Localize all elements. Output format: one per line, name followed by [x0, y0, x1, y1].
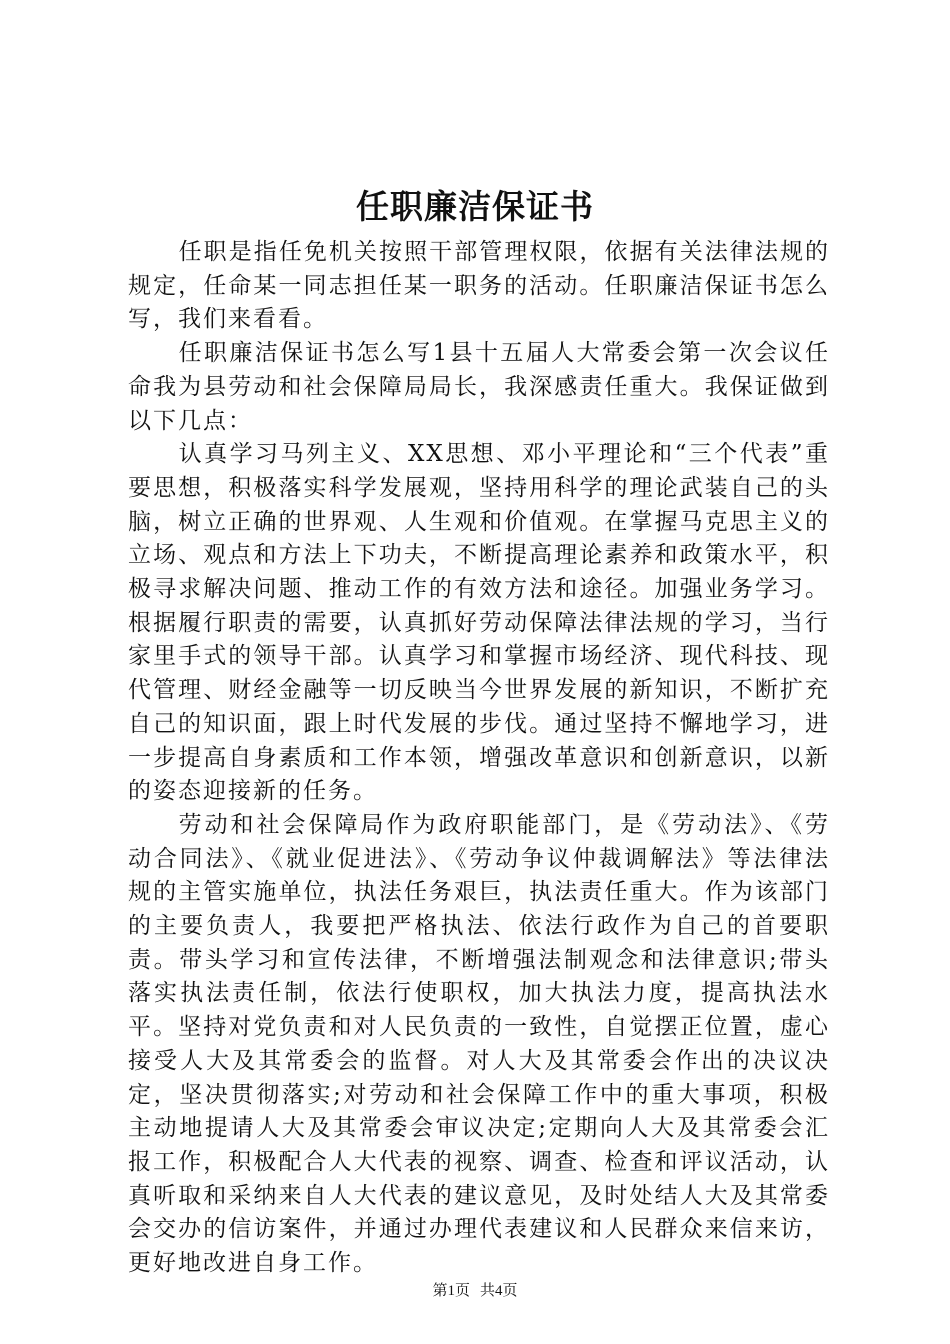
paragraph-pledge-opening: 任职廉洁保证书怎么写1县十五届人大常委会第一次会议任命我为县劳动和社会保障局局长，我深感责任重大。我保证做到以下几点：: [128, 340, 830, 434]
page-footer: [0, 1280, 950, 1302]
paragraph-law-enforcement: 劳动和社会保障局作为政府职能部门，是《劳动法》、《劳动合同法》、《就业促进法》、《劳动争议仲裁调解法》等法律法规的主管实施单位，执法任务艰巨，执法责任重大。作为该部门的主要负责人，我要把严格执法、依法行政作为自己的首要职责。带头学习和宣传法律，不断增强法制观念和法律意识;带头落实执法责任制，依法行使职权，加大执法力度，提高执法水平。坚持对党负责和对人民负责的一致性，自觉摆正位置，虚心接受人大及其常委会的监督。对人大及其常委会作出的决议决定，坚决贯彻落实;对劳动和社会保障工作中的重大事项，积极主动地提请人大及其常委会审议决定;定期向人大及其常委会汇报工作，积极配合人大代表的视察、调查、检查和评议活动，认真听取和采纳来自人大代表的建议意见，及时处结人大及其常委会交办的信访案件，并通过办理代表建议和人民群众来信来访，更好地改进自身工作。: [128, 811, 830, 1277]
paragraph-study: 认真学习马列主义、XX思想、邓小平理论和“三个代表”重要思想，积极落实科学发展观，坚持用科学的理论武装自己的头脑，树立正确的世界观、人生观和价值观。在掌握马克思主义的立场、观点和方法上下功夫，不断提高理论素养和政策水平，积极寻求解决问题、推动工作的有效方法和途径。加强业务学习。根据履行职责的需要，认真抓好劳动保障法律法规的学习，当行家里手式的领导干部。认真学习和掌握市场经济、现代科技、现代管理、财经金融等一切反映当今世界发展的新知识，不断扩充自己的知识面，跟上时代发展的步伐。通过坚持不懈地学习，进一步提高自身素质和工作本领，增强改革意识和创新意识，以新的姿态迎接新的任务。: [128, 441, 830, 805]
paragraph-intro: 任职是指任免机关按照干部管理权限，依据有关法律法规的规定，任命某一同志担任某一职务的活动。任职廉洁保证书怎么写，我们来看看。: [128, 239, 830, 333]
page-total: 共4页: [480, 1283, 518, 1299]
page-number: 第1页: [432, 1283, 470, 1299]
document-title: 任职廉洁保证书: [356, 187, 594, 226]
document-body: [128, 236, 830, 1281]
